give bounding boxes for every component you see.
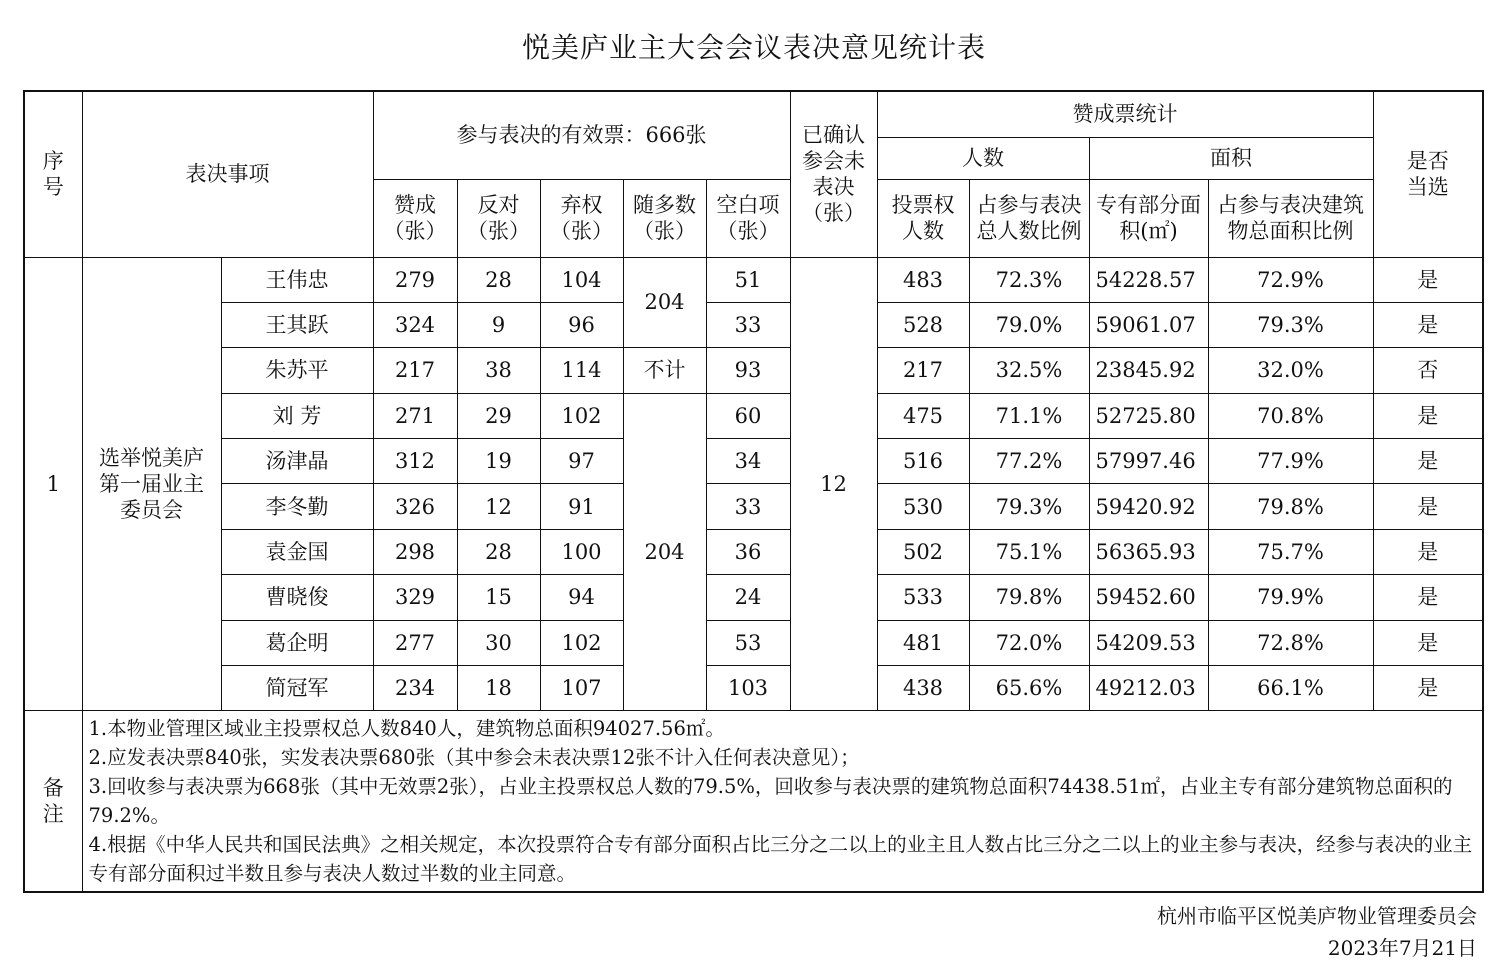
exclusive-area: 59061.07: [1089, 302, 1208, 347]
area-ratio: 75.7%: [1208, 529, 1373, 574]
candidate-row: [24, 529, 1483, 574]
blank-count: 36: [706, 529, 790, 574]
oppose-count: 38: [457, 348, 540, 393]
page-title: 悦美庐业主大会会议表决意见统计表: [521, 31, 986, 64]
agree-count: 234: [373, 666, 457, 711]
note-line: 3.回收参与表决票为668张（其中无效票2张），占业主投票权总人数的79.5%，回收参与表决票的建筑物总面积74438.51㎡，占业主专有部分建筑物总面积的79.2%。: [88, 775, 1453, 828]
row-seq: 1: [24, 257, 82, 711]
note-line: 1.本物业管理区域业主投票权总人数840人，建筑物总面积94027.56㎡。: [88, 717, 725, 741]
voter-count: 483: [877, 257, 969, 302]
item-text: 选举悦美庐 第一届业主 委员会: [82, 257, 221, 711]
candidate-row: [24, 257, 1483, 302]
header-follow-majority: 随多数 （张）: [623, 179, 706, 257]
header-area-ratio: 占参与表决建筑 物总面积比例: [1208, 179, 1373, 257]
voter-ratio: 79.8%: [969, 575, 1089, 620]
blank-count: 34: [706, 439, 790, 484]
voter-count: 516: [877, 439, 969, 484]
voter-ratio: 72.0%: [969, 620, 1089, 665]
area-ratio: 79.8%: [1208, 484, 1373, 529]
voter-count: 533: [877, 575, 969, 620]
agree-count: 312: [373, 439, 457, 484]
area-ratio: 66.1%: [1208, 666, 1373, 711]
elected-status: 是: [1373, 257, 1483, 302]
agree-count: 277: [373, 620, 457, 665]
follow-majority-count: 204: [623, 257, 706, 348]
abstain-count: 100: [540, 529, 623, 574]
oppose-count: 30: [457, 620, 540, 665]
candidate-name: 简冠军: [221, 666, 373, 711]
blank-count: 93: [706, 348, 790, 393]
blank-count: 33: [706, 302, 790, 347]
header-voters: 投票权 人数: [877, 179, 969, 257]
candidate-name: 朱苏平: [221, 348, 373, 393]
candidate-row: [24, 302, 1483, 347]
oppose-count: 19: [457, 439, 540, 484]
blank-count: 24: [706, 575, 790, 620]
voter-count: 528: [877, 302, 969, 347]
candidate-name: 汤津晶: [221, 439, 373, 484]
abstain-count: 104: [540, 257, 623, 302]
exclusive-area: 56365.93: [1089, 529, 1208, 574]
footer-date: 2023年7月21日: [1327, 936, 1477, 960]
header-valid-votes: 参与表决的有效票：666张: [373, 91, 790, 179]
voter-count: 217: [877, 348, 969, 393]
abstain-count: 97: [540, 439, 623, 484]
candidate-name: 王伟忠: [221, 257, 373, 302]
voter-ratio: 32.5%: [969, 348, 1089, 393]
abstain-count: 102: [540, 620, 623, 665]
header-confirmed-absent: 已确认 参会未 表决 （张）: [790, 91, 877, 257]
area-ratio: 72.9%: [1208, 257, 1373, 302]
follow-majority-count: 204: [623, 393, 706, 711]
header-seq: 序 号: [24, 91, 82, 257]
area-ratio: 79.9%: [1208, 575, 1373, 620]
voter-ratio: 79.3%: [969, 484, 1089, 529]
blank-count: 51: [706, 257, 790, 302]
voter-count: 481: [877, 620, 969, 665]
area-ratio: 77.9%: [1208, 439, 1373, 484]
candidate-name: 葛企明: [221, 620, 373, 665]
abstain-count: 102: [540, 393, 623, 438]
header-area: 面积: [1089, 137, 1373, 179]
elected-status: 是: [1373, 575, 1483, 620]
exclusive-area: 54209.53: [1089, 620, 1208, 665]
agree-count: 329: [373, 575, 457, 620]
candidate-row: [24, 575, 1483, 620]
agree-count: 326: [373, 484, 457, 529]
oppose-count: 29: [457, 393, 540, 438]
candidate-name: 王其跃: [221, 302, 373, 347]
voter-count: 475: [877, 393, 969, 438]
blank-count: 60: [706, 393, 790, 438]
candidate-row: [24, 484, 1483, 529]
agree-count: 298: [373, 529, 457, 574]
agree-count: 279: [373, 257, 457, 302]
voter-ratio: 71.1%: [969, 393, 1089, 438]
area-ratio: 32.0%: [1208, 348, 1373, 393]
area-ratio: 70.8%: [1208, 393, 1373, 438]
candidate-row: [24, 666, 1483, 711]
blank-count: 33: [706, 484, 790, 529]
header-item: 表决事项: [82, 91, 373, 257]
follow-majority-count: 不计: [623, 348, 706, 393]
header-elected: 是否 当选: [1373, 91, 1483, 257]
elected-status: 是: [1373, 666, 1483, 711]
oppose-count: 15: [457, 575, 540, 620]
elected-status: 是: [1373, 393, 1483, 438]
header-agree: 赞成 （张）: [373, 179, 457, 257]
area-ratio: 72.8%: [1208, 620, 1373, 665]
voter-count: 530: [877, 484, 969, 529]
elected-status: 是: [1373, 620, 1483, 665]
abstain-count: 107: [540, 666, 623, 711]
candidate-row: [24, 348, 1483, 393]
voter-count: 438: [877, 666, 969, 711]
agree-count: 324: [373, 302, 457, 347]
exclusive-area: 57997.46: [1089, 439, 1208, 484]
candidate-name: 袁金国: [221, 529, 373, 574]
area-ratio: 79.3%: [1208, 302, 1373, 347]
exclusive-area: 49212.03: [1089, 666, 1208, 711]
note-line: 2.应发表决票840张，实发表决票680张（其中参会未表决票12张不计入任何表决意见）；: [88, 746, 860, 770]
abstain-count: 94: [540, 575, 623, 620]
header-oppose: 反对 （张）: [457, 179, 540, 257]
exclusive-area: 52725.80: [1089, 393, 1208, 438]
exclusive-area: 59452.60: [1089, 575, 1208, 620]
candidate-row: [24, 439, 1483, 484]
note-line: 4.根据《中华人民共和国民法典》之相关规定，本次投票符合专有部分面积占比三分之二以上的业主且人数占比三分之二以上的业主参与表决，经参与表决的业主专有部分面积过半数且参与表决人数过半数的业主同意。: [88, 833, 1473, 886]
oppose-count: 9: [457, 302, 540, 347]
blank-count: 53: [706, 620, 790, 665]
exclusive-area: 59420.92: [1089, 484, 1208, 529]
agree-count: 217: [373, 348, 457, 393]
header-people: 人数: [877, 137, 1089, 179]
elected-status: 是: [1373, 439, 1483, 484]
candidate-name: 刘 芳: [221, 393, 373, 438]
notes-label: 备 注: [24, 711, 82, 892]
oppose-count: 28: [457, 257, 540, 302]
exclusive-area: 54228.57: [1089, 257, 1208, 302]
header-abstain: 弃权 （张）: [540, 179, 623, 257]
oppose-count: 28: [457, 529, 540, 574]
header-voter-ratio: 占参与表决 总人数比例: [969, 179, 1089, 257]
oppose-count: 12: [457, 484, 540, 529]
candidate-name: 曹晓俊: [221, 575, 373, 620]
header-blank: 空白项 （张）: [706, 179, 790, 257]
vote-statistics-table: [23, 90, 1484, 893]
exclusive-area: 23845.92: [1089, 348, 1208, 393]
header-exclusive-area: 专有部分面 积(㎡): [1089, 179, 1208, 257]
abstain-count: 114: [540, 348, 623, 393]
candidate-row: [24, 393, 1483, 438]
elected-status: 否: [1373, 348, 1483, 393]
confirmed-absent-count: 12: [790, 257, 877, 711]
voter-ratio: 77.2%: [969, 439, 1089, 484]
candidate-row: [24, 620, 1483, 665]
voter-ratio: 75.1%: [969, 529, 1089, 574]
voter-ratio: 72.3%: [969, 257, 1089, 302]
agree-count: 271: [373, 393, 457, 438]
blank-count: 103: [706, 666, 790, 711]
voter-ratio: 79.0%: [969, 302, 1089, 347]
elected-status: 是: [1373, 529, 1483, 574]
header-approval-stats: 赞成票统计: [877, 91, 1373, 137]
oppose-count: 18: [457, 666, 540, 711]
notes-content: [82, 711, 1483, 892]
elected-status: 是: [1373, 302, 1483, 347]
elected-status: 是: [1373, 484, 1483, 529]
candidate-name: 李冬勤: [221, 484, 373, 529]
voter-ratio: 65.6%: [969, 666, 1089, 711]
voter-count: 502: [877, 529, 969, 574]
abstain-count: 91: [540, 484, 623, 529]
footer-org: 杭州市临平区悦美庐物业管理委员会: [1157, 904, 1477, 928]
abstain-count: 96: [540, 302, 623, 347]
